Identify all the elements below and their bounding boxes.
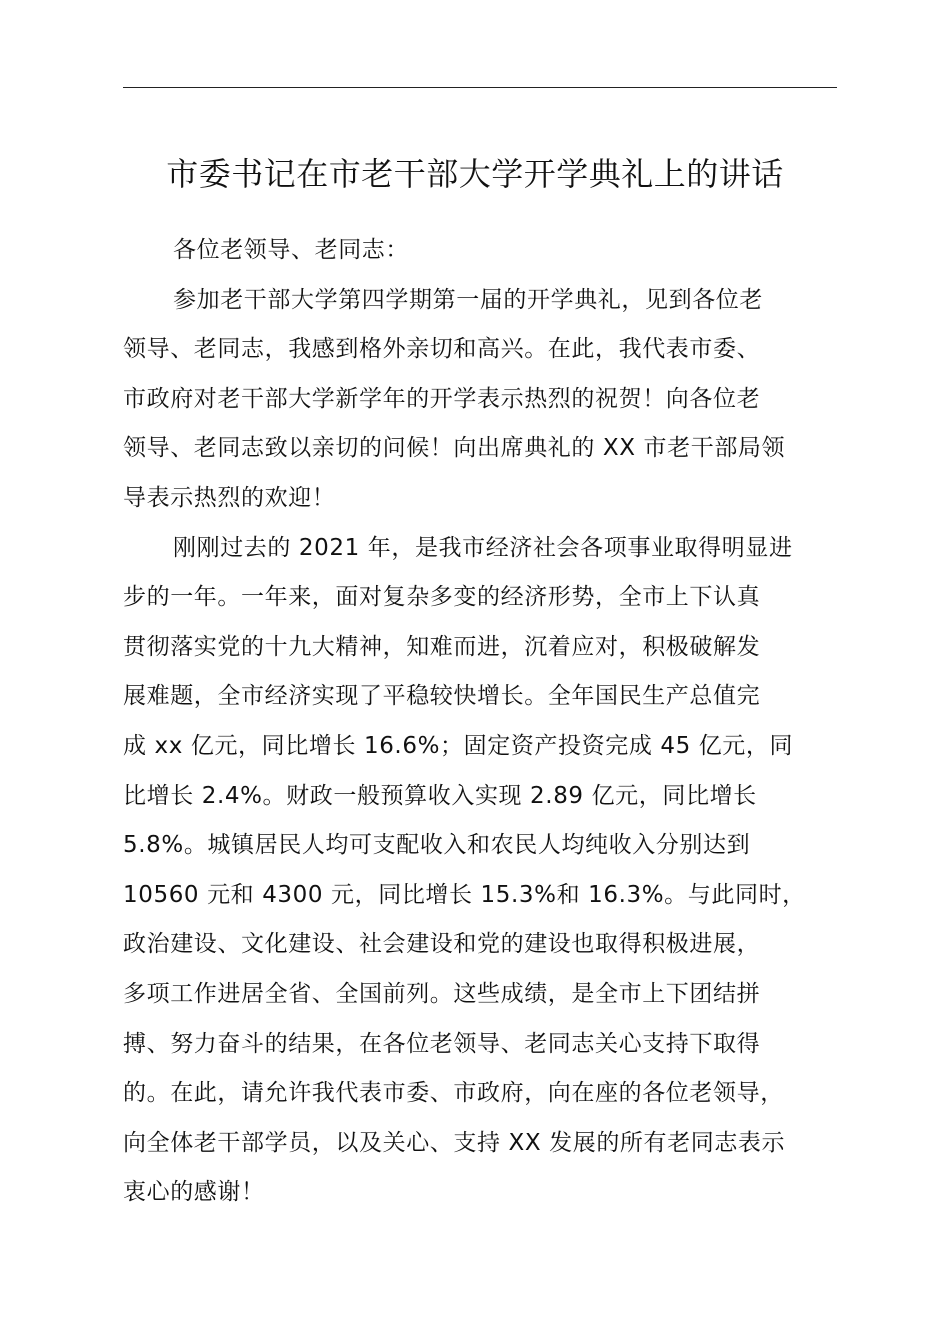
paragraph-line: 市政府对老干部大学新学年的开学表示热烈的祝贺！向各位老 [123,385,761,412]
paragraph-line: 刚刚过去的 2021 年，是我市经济社会各项事业取得明显进 [173,534,793,561]
paragraph-2 [123,524,863,1218]
paragraph-line: 步的一年。一年来，面对复杂多变的经济形势，全市上下认真 [123,584,761,611]
paragraph-line: 贯彻落实党的十九大精神，知难而进，沉着应对，积极破解发 [123,633,761,660]
paragraph-line: 衷心的感谢！ [123,1179,265,1206]
paragraph-line: 成 xx 亿元，同比增长 16.6%；固定资产投资完成 45 亿元，同 [123,732,794,759]
paragraph-line: 领导、老同志致以亲切的问候！向出席典礼的 XX 市老干部局领 [123,435,786,462]
paragraph-line: 搏、努力奋斗的结果，在各位老领导、老同志关心支持下取得 [123,1030,761,1057]
header-rule [123,87,837,88]
paragraph-line: 10560 元和 4300 元，同比增长 15.3%和 16.3%。与此同时， [123,881,806,908]
paragraph-line: 展难题，全市经济实现了平稳较快增长。全年国民生产总值完 [123,683,761,710]
paragraph-line: 政治建设、文化建设、社会建设和党的建设也取得积极进展， [123,931,761,958]
paragraph-line: 多项工作进居全省、全国前列。这些成绩，是全市上下团结拼 [123,980,761,1007]
document-title: 市委书记在市老干部大学开学典礼上的讲话 [166,155,784,193]
paragraph-line: 5.8%。城镇居民人均可支配收入和农民人均纯收入分别达到 [123,832,751,859]
paragraph-line: 比增长 2.4%。财政一般预算收入实现 2.89 亿元，同比增长 [123,782,757,809]
paragraph-line: 导表示热烈的欢迎！ [123,484,336,511]
document-body [123,226,863,1218]
paragraph-line: 参加老干部大学第四学期第一届的开学典礼，见到各位老 [173,286,763,313]
paragraph-1 [123,276,863,524]
greeting: 各位老领导、老同志： [173,237,409,263]
paragraph-line: 向全体老干部学员，以及关心、支持 XX 发展的所有老同志表示 [123,1129,786,1156]
paragraph-line: 的。在此，请允许我代表市委、市政府，向在座的各位老领导， [123,1080,784,1107]
paragraph-line: 领导、老同志，我感到格外亲切和高兴。在此，我代表市委、 [123,336,761,363]
